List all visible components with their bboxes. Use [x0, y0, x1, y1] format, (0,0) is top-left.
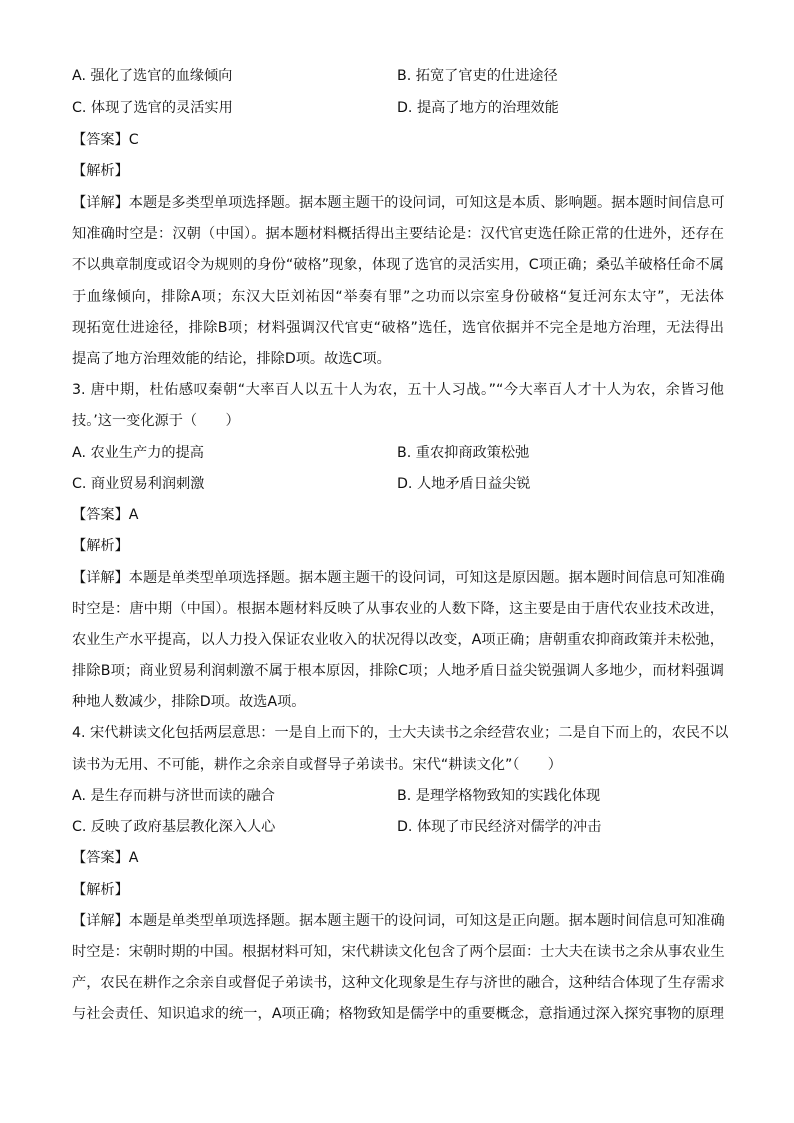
q4-analysis-label: 【解析】: [72, 882, 129, 898]
q4-detail-line-3: 产，农民在耕作之余亲自或督促子弟读书，这种文化现象是生存与济世的融合，这种结合体现了生存需求: [72, 975, 725, 991]
q3-detail-line-2: 时空是：唐中期（中国）。根据本题材料反映了从事农业的人数下降，这主要是由于唐代农业技术改进，: [72, 601, 724, 617]
q4-detail-line-2: 时空是：宋朝时期的中国。根据材料可知，宋代耕读文化包含了两个层面：士大夫在读书之余从事农业生: [72, 944, 725, 960]
q2-option-b: B. 拓宽了官吏的仕进途径: [397, 68, 558, 84]
q2-analysis-label: 【解析】: [72, 163, 129, 179]
q3-detail-line-4: 排除B项；商业贸易利润刺激不属于根本原因，排除C项；人地矛盾日益尖锐强调人多地少，而材料强调: [72, 663, 724, 679]
q3-stem-line-1: 3. 唐中期，杜佑感叹秦朝“大率百人以五十人为农，五十人习战。”“今大率百人才十人为农，余皆习他: [72, 382, 724, 398]
q4-option-d: D. 体现了市民经济对儒学的冲击: [397, 819, 602, 835]
q3-stem-line-2: 技。’这一变化源于（ ）: [72, 413, 240, 429]
q3-detail-line-5: 种地人数减少，排除D项。故选A项。: [72, 694, 306, 710]
q3-answer: 【答案】A: [72, 507, 139, 523]
q3-option-c: C. 商业贸易利润刺激: [72, 476, 205, 492]
q2-detail-line-1: 【详解】本题是多类型单项选择题。据本题主题干的设问词，可知这是本质、影响题。据本题时间信息可: [72, 195, 725, 211]
q2-option-c: C. 体现了选官的灵活实用: [72, 100, 233, 116]
q2-detail-line-4: 于血缘倾向，排除A项；东汉大臣刘祐因“举奏有罪”之功而以宗室身份破格“复迁河东太守”，无法体: [72, 289, 724, 305]
q4-option-c: C. 反映了政府基层教化深入人心: [72, 819, 276, 835]
q4-stem-line-2: 读书为无用、不可能，耕作之余亲自或督导子弟读书。宋代“耕读文化”（ ）: [72, 757, 562, 773]
q4-detail-line-4: 与社会责任、知识追求的统一，A项正确；格物致知是儒学中的重要概念，意指通过深入探究事物的原理: [72, 1006, 724, 1022]
q2-option-a: A. 强化了选官的血缘倾向: [72, 68, 233, 84]
q4-stem-line-1: 4. 宋代耕读文化包括两层意思：一是自上而下的，士大夫读书之余经营农业；二是自下而上的，农民不以: [72, 725, 729, 741]
q3-option-a: A. 农业生产力的提高: [72, 445, 204, 461]
q3-option-b: B. 重农抑商政策松弛: [397, 445, 530, 461]
q3-detail-line-3: 农业生产水平提高，以人力投入保证农业收入的状况得以改变，A项正确；唐朝重农抑商政策并未松弛，: [72, 632, 724, 648]
q4-option-b: B. 是理学格物致知的实践化体现: [397, 788, 601, 804]
q2-detail-line-6: 提高了地方治理效能的结论，排除D项。故选C项。: [72, 351, 391, 367]
q2-answer: 【答案】C: [72, 132, 139, 148]
q3-option-d: D. 人地矛盾日益尖锐: [397, 476, 531, 492]
q3-analysis-label: 【解析】: [72, 538, 129, 554]
q2-detail-line-3: 不以典章制度或诏令为规则的身份“破格”现象，体现了选官的灵活实用，C项正确；桑弘羊破格任命不属: [72, 257, 724, 273]
q3-detail-line-1: 【详解】本题是单类型单项选择题。据本题主题干的设问词，可知这是原因题。据本题时间信息可知准确: [72, 570, 725, 586]
q2-detail-line-5: 现拓宽仕进途径，排除B项；材料强调汉代官吏“破格”选任，选官依据并不完全是地方治理，无法得出: [72, 320, 724, 336]
q2-detail-line-2: 知准确时空是：汉朝（中国）。据本题材料概括得出主要结论是：汉代官吏选任除正常的仕进外，还存在: [72, 226, 724, 242]
q4-detail-line-1: 【详解】本题是单类型单项选择题。据本题主题干的设问词，可知这是正向题。据本题时间信息可知准确: [72, 913, 725, 929]
q4-option-a: A. 是生存而耕与济世而读的融合: [72, 788, 275, 804]
q2-option-d: D. 提高了地方的治理效能: [397, 100, 559, 116]
q4-answer: 【答案】A: [72, 850, 139, 866]
